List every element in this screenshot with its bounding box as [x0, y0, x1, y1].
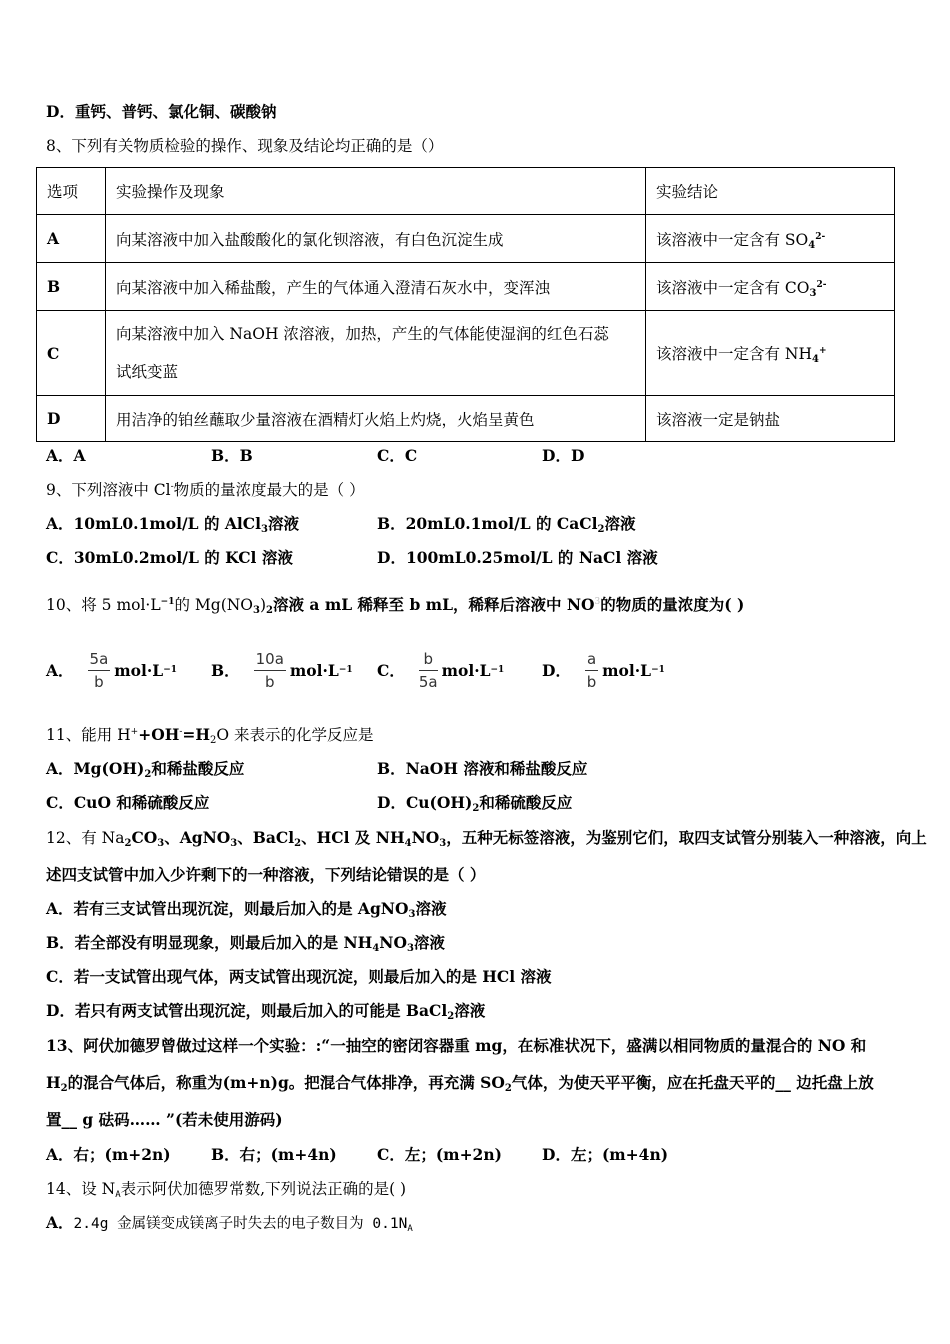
subscript: 3 — [230, 838, 238, 849]
superscript: 2- — [816, 279, 827, 290]
q9-stem — [46, 479, 365, 501]
table-row — [37, 396, 895, 442]
subscript: 3 — [809, 287, 817, 299]
q12-option-c: C．若一支试管出现气体，两支试管出现沉淀，则最后加入的是 HCl 溶液 — [46, 967, 552, 986]
option-text: 溶液 — [604, 514, 636, 533]
numerator: b — [419, 650, 438, 671]
subscript: 3 — [157, 838, 165, 849]
q12-text: NO — [411, 828, 440, 847]
option-text: A．10mL0.1mol/L 的 AlCl — [46, 514, 261, 533]
option-text: D．Cu(OH) — [377, 793, 473, 812]
q11-option-a — [46, 758, 244, 780]
q9-option-c: C．30mL0.2mol/L 的 KCl 溶液 — [46, 548, 293, 567]
option-text: NO — [379, 933, 407, 952]
table-row — [37, 263, 895, 311]
q13-stem-line-1: 13、阿伏加德罗曾做过这样一个实验：:“一抽空的密闭容器重 mg，在标准状况下，盛满以相同物质的量混合的 NO 和 — [46, 1036, 867, 1055]
q13-stem-line-2 — [46, 1072, 874, 1094]
option-label: B． — [211, 661, 240, 680]
subscript: 3 — [406, 943, 414, 954]
q11-option-d — [377, 792, 572, 814]
conclusion-text: 该溶液中一定含有 CO — [656, 278, 810, 297]
faint-superscript: 3 — [594, 597, 601, 607]
q11-option-b: B．NaOH 溶液和稀盐酸反应 — [377, 759, 588, 778]
q8-option-d: D．D — [542, 446, 585, 465]
q12-text: 、AgNO — [164, 828, 231, 847]
subscript: 3 — [439, 838, 447, 849]
q10-stem-text: ) — [259, 596, 267, 614]
q13-text: H — [46, 1073, 61, 1092]
q13-text: 气体，为使天平平衡，应在托盘天平的__ 边托盘上放 — [511, 1073, 874, 1092]
numerator: a — [585, 650, 598, 671]
q9-stem-text: 9、下列溶液中 Cl — [46, 481, 171, 499]
q13-option-d: D．左；(m+4n) — [542, 1145, 669, 1164]
row-conclusion — [646, 263, 895, 311]
subscript: 2 — [597, 524, 605, 535]
option-text: D．若只有两支试管出现沉淀，则最后加入的可能是 BaCl — [46, 1001, 448, 1020]
q7-option-d: D．重钙、普钙、氯化铜、碳酸钠 — [46, 102, 277, 121]
q12-option-a — [46, 898, 446, 920]
operation-line-2: 试纸变蓝 — [116, 363, 179, 381]
option-label: A． — [46, 661, 74, 680]
row-label: C — [37, 311, 106, 396]
option-text: 和稀硫酸反应 — [479, 793, 573, 812]
subscript: 2 — [504, 1083, 512, 1094]
row-conclusion — [646, 311, 895, 396]
q14-option-a — [46, 1212, 413, 1235]
header-conclusion: 实验结论 — [646, 168, 895, 215]
header-operation: 实验操作及现象 — [106, 168, 646, 215]
q10-stem-text: 的 Mg(NO — [174, 596, 254, 614]
numerator: 5a — [88, 650, 111, 671]
q14-stem — [46, 1178, 406, 1200]
option-text: 溶液 — [454, 1001, 486, 1020]
superscript: −1 — [160, 597, 175, 607]
option-text: 溶液 — [415, 899, 447, 918]
q12-stem-line-1 — [46, 827, 927, 849]
subscript: 2 — [60, 1083, 68, 1094]
row-label: D — [37, 396, 106, 442]
q12-option-b — [46, 932, 445, 954]
subscript: 4 — [372, 943, 380, 954]
q12-text: ，五种无标签溶液，为鉴别它们，取四支试管分别装入一种溶液，向上 — [446, 828, 927, 847]
subscript: 3 — [260, 524, 268, 535]
fraction — [419, 650, 438, 691]
subscript: 3 — [253, 605, 260, 616]
q9-option-b — [377, 513, 636, 535]
superscript: 2- — [815, 231, 826, 242]
q8-option-a: A．A — [46, 446, 86, 465]
row-conclusion — [646, 215, 895, 263]
subscript: 3 — [408, 909, 416, 920]
q10-option-c: C． $\frac{b}{5a}$ mol·L −1 — [377, 649, 505, 691]
q8-option-b: B．B — [211, 446, 253, 465]
option-label: A． — [46, 1213, 74, 1232]
q11-stem-text: +OH — [138, 725, 180, 744]
q13-text: 的混合气体后，称重为(m+n)g。把混合气体排净，再充满 SO — [67, 1073, 505, 1092]
fraction — [254, 650, 286, 691]
q10-option-b: B． $\frac{10a}{b}$ mol·L −1 — [211, 649, 353, 691]
q11-stem — [46, 724, 374, 746]
subscript: A — [407, 1224, 413, 1234]
superscript: - — [179, 727, 183, 737]
q10-stem — [46, 594, 744, 616]
subscript: 2 — [210, 735, 217, 746]
subscript: 2 — [294, 838, 302, 849]
q13-option-b: B．右；(m+4n) — [211, 1145, 337, 1164]
subscript: 2 — [266, 605, 274, 616]
option-text: A．若有三支试管出现沉淀，则最后加入的是 AgNO — [46, 899, 409, 918]
option-label: D． — [542, 661, 571, 680]
q12-stem-line-2: 述四支试管中加入少许剩下的一种溶液，下列结论错误的是（ ） — [46, 865, 486, 884]
subscript: 2 — [447, 1011, 455, 1022]
subscript: 2 — [124, 838, 132, 849]
fraction — [585, 650, 598, 691]
denominator: 5a — [418, 672, 438, 691]
row-conclusion: 该溶液一定是钠盐 — [646, 396, 895, 442]
subscript: 4 — [812, 354, 819, 365]
unit: mol·L — [289, 660, 339, 680]
q13-option-a: A．右；(m+2n) — [46, 1145, 171, 1164]
superscript: + — [130, 727, 139, 737]
q12-option-d — [46, 1000, 485, 1022]
denominator: b — [586, 672, 597, 691]
conclusion-text: 该溶液中一定含有 SO — [656, 230, 809, 249]
q14-text: 14、设 N — [46, 1180, 116, 1198]
q12-text: 、BaCl — [237, 828, 295, 847]
option-text: B．若全部没有明显现象，则最后加入的是 NH — [46, 933, 373, 952]
header-option: 选项 — [37, 168, 106, 215]
subscript: 2 — [472, 803, 480, 814]
q10-stem-text: 溶液 a mL 稀释至 b mL，稀释后溶液中 NO — [273, 595, 595, 614]
q13-stem-line-3: 置__ g 砝码…… ”(若未使用游码) — [46, 1110, 283, 1129]
q13-option-c: C．左；(m+2n) — [377, 1145, 502, 1164]
subscript: 4 — [404, 838, 412, 849]
table-row — [37, 311, 895, 396]
q11-option-c: C．CuO 和稀硫酸反应 — [46, 793, 210, 812]
option-text: 和稀盐酸反应 — [151, 759, 245, 778]
row-label: A — [37, 215, 106, 263]
q14-text: 表示阿伏加德罗常数,下列说法正确的是( ) — [120, 1180, 407, 1198]
q8-table — [36, 167, 895, 442]
table-row — [37, 215, 895, 263]
conclusion-text: 该溶液中一定含有 NH — [656, 345, 813, 363]
row-operation: 向某溶液中加入盐酸酸化的氯化钡溶液，有白色沉淀生成 — [106, 215, 646, 263]
numerator: 10a — [254, 650, 286, 671]
row-operation: 向某溶液中加入稀盐酸，产生的气体通入澄清石灰水中，变浑浊 — [106, 263, 646, 311]
operation-line-1: 向某溶液中加入 NaOH 浓溶液，加热，产生的气体能使湿润的红色石蕊 — [116, 325, 609, 343]
table-header-row — [37, 168, 895, 215]
q10-stem-text: 10、将 5 mol·L — [46, 596, 161, 614]
q12-text: 12、有 Na — [46, 829, 125, 847]
superscript: + — [818, 346, 827, 356]
q9-option-d: D．100mL0.25mol/L 的 NaCl 溶液 — [377, 548, 658, 567]
option-text: 溶液 — [267, 514, 299, 533]
superscript: - — [170, 482, 174, 492]
row-operation — [106, 311, 646, 396]
denominator: b — [94, 672, 104, 691]
q8-stem: 8、下列有关物质检验的操作、现象及结论均正确的是（） — [46, 137, 444, 155]
q12-text: 、HCl 及 NH — [301, 828, 405, 847]
unit: mol·L — [441, 660, 491, 680]
q12-text: CO — [131, 828, 158, 847]
q11-stem-text: =H — [182, 725, 211, 744]
option-text: A．Mg(OH) — [46, 759, 145, 778]
q8-option-c: C．C — [377, 446, 418, 465]
subscript: 2 — [144, 769, 152, 780]
q11-stem-text: 11、能用 H — [46, 726, 131, 744]
subscript: A — [115, 1190, 121, 1200]
fraction — [88, 650, 111, 691]
q10-stem-text: 的物质的量浓度为( ) — [600, 595, 745, 614]
row-label: B — [37, 263, 106, 311]
denominator: b — [264, 672, 275, 691]
q10-option-a: A． $\frac{5a}{b}$ mol·L −1 — [46, 649, 178, 691]
option-label: C． — [377, 661, 405, 680]
q9-stem-text: 物质的量浓度最大的是（ ） — [173, 481, 365, 499]
subscript: 4 — [808, 239, 816, 251]
row-operation: 用洁净的铂丝蘸取少量溶液在酒精灯火焰上灼烧，火焰呈黄色 — [106, 396, 646, 442]
unit: mol·L — [114, 660, 164, 680]
option-text: 2.4g 金属镁变成镁离子时失去的电子数目为 0.1N — [73, 1216, 408, 1232]
option-text: 溶液 — [413, 933, 445, 952]
unit: mol·L — [602, 660, 652, 680]
q10-option-d: D． $\frac{a}{b}$ mol·L −1 — [542, 649, 665, 691]
option-text: B．20mL0.1mol/L 的 CaCl — [377, 514, 598, 533]
q11-stem-text: O 来表示的化学反应是 — [216, 726, 374, 744]
q9-option-a — [46, 513, 299, 535]
